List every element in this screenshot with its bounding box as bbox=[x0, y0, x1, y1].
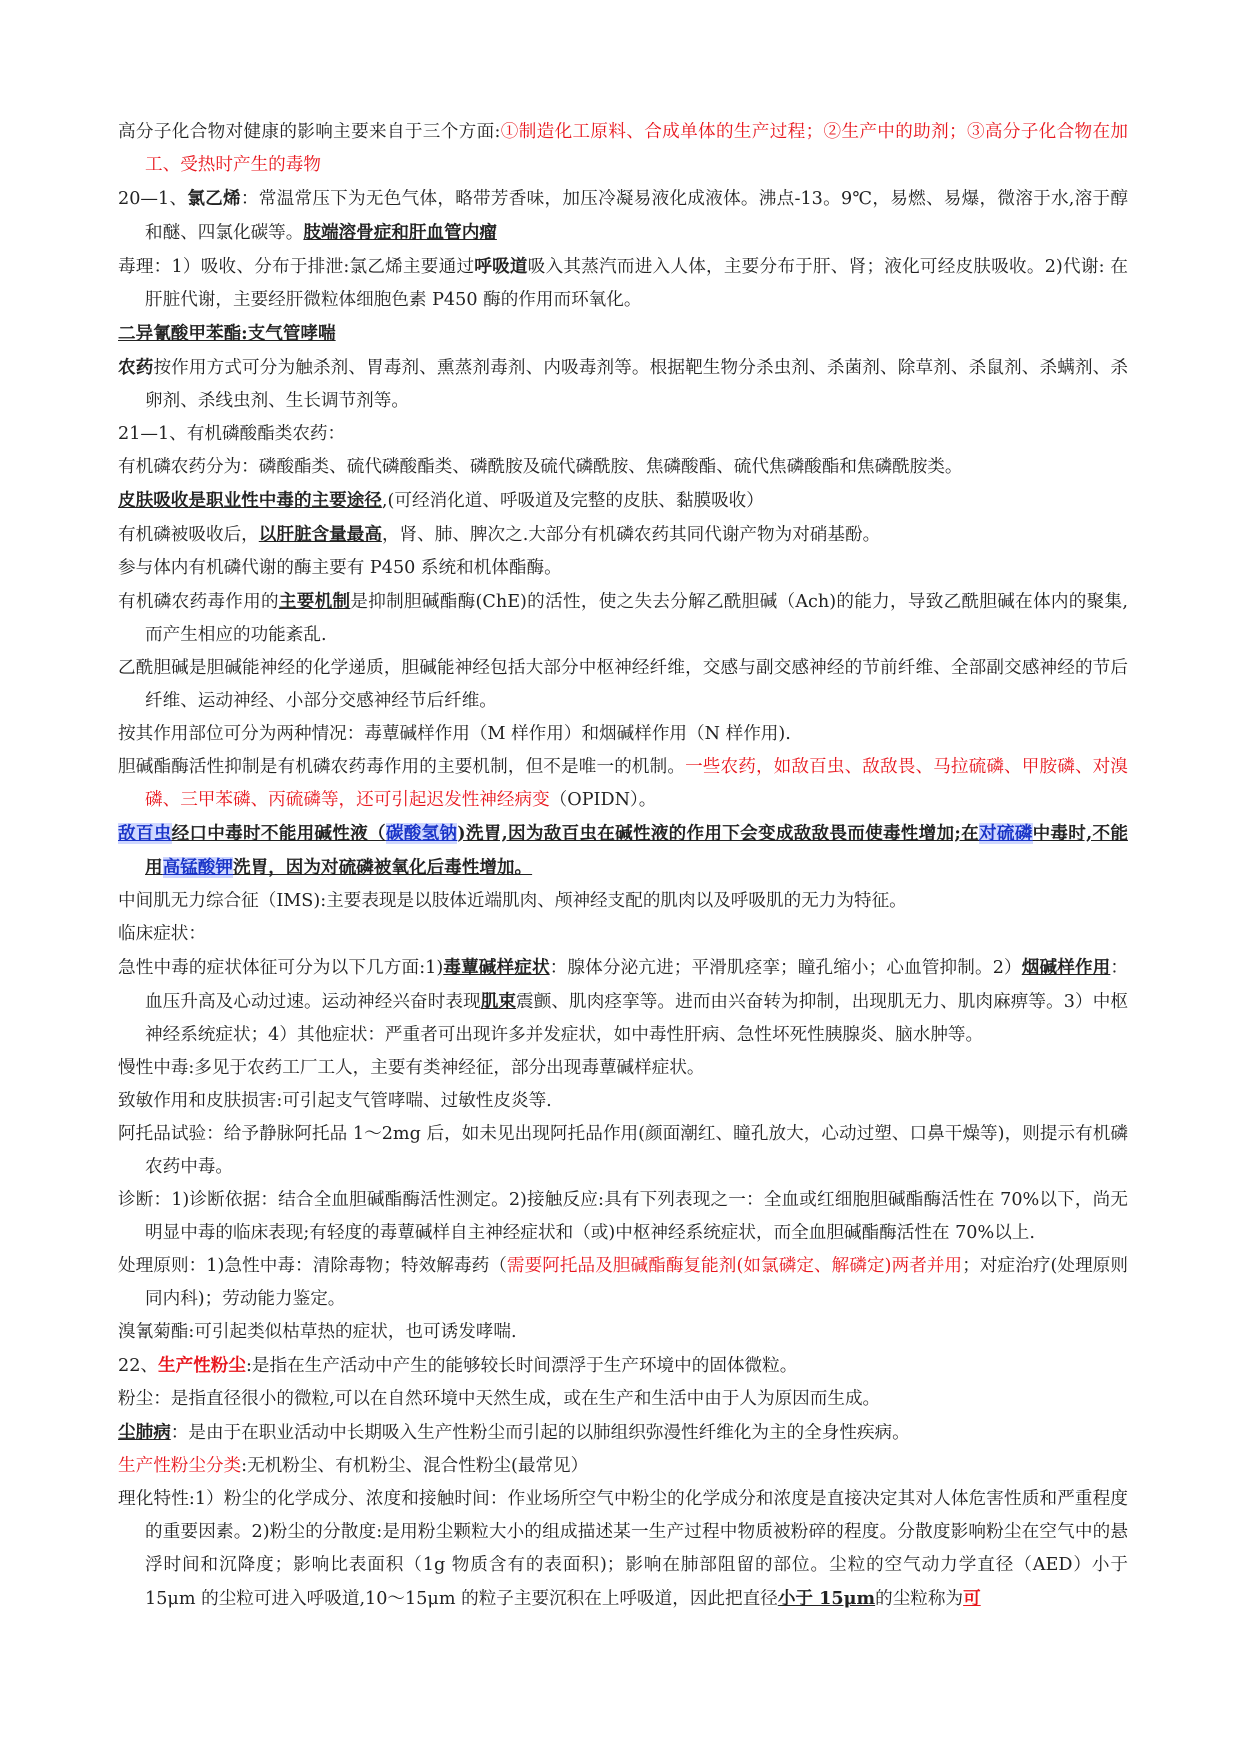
paragraph bbox=[118, 116, 1128, 182]
text-run: 阿托品试验：给予静脉阿托品 1～2mg 后，如未见出现阿托品作用(颜面潮红、瞳孔放大，心动过塑、口鼻干燥等)，则提示有机磷农药中毒。 bbox=[118, 1124, 1128, 1177]
text-run: ，肾、肺、脾次之.大部分有机磷农药其同代谢产物为对硝基酚。 bbox=[381, 525, 881, 545]
paragraph bbox=[118, 552, 1128, 585]
text-run: 经口中毒时不能用碱性液（ bbox=[171, 823, 386, 844]
text-run: ：腺体分泌亢进；平滑肌痉挛；瞳孔缩小；心血管抑制。2） bbox=[549, 958, 1022, 978]
paragraph bbox=[118, 1316, 1128, 1349]
text-run: 有机磷农药分为：磷酸酯类、硫代磷酸酯类、磷酰胺及硫代磷酰胺、焦磷酸酯、硫代焦磷酸酯和焦磷酰胺类。 bbox=[118, 457, 963, 477]
text-run: 粉尘：是指直径很小的微粒,可以在自然环境中天然生成，或在生产和生活中由于人为原因而生成。 bbox=[118, 1389, 881, 1409]
paragraph bbox=[118, 1349, 1128, 1383]
text-run: 尘肺病 bbox=[118, 1422, 171, 1443]
text-run: 烟碱样作用 bbox=[1021, 957, 1111, 978]
text-run: 一些农药，如敌百虫、敌敌畏、马拉硫磷、甲胺磷、对溴磷、三甲苯磷、丙硫磷等，还可引起迟发性神经病变 bbox=[145, 757, 1128, 810]
text-run: :无机粉尘、有机粉尘、混合性粉尘(最常见） bbox=[241, 1456, 589, 1476]
text-run: 毒理：1）吸收、分布于排泄:氯乙烯主要通过 bbox=[118, 257, 475, 277]
text-run: 慢性中毒:多见于农药工厂工人，主要有类神经征，部分出现毒蕈碱样症状。 bbox=[118, 1058, 705, 1078]
paragraph bbox=[118, 182, 1128, 250]
paragraph bbox=[118, 1450, 1128, 1483]
text-run: 肢端溶骨症和肝血管内瘤 bbox=[303, 222, 497, 243]
text-run: 按其作用部位可分为两种情况：毒蕈碱样作用（M 样作用）和烟碱样作用（N 样作用). bbox=[118, 724, 791, 744]
text-run: 碳酸氢钠 bbox=[385, 823, 458, 844]
text-run: 生产性粉尘 bbox=[157, 1355, 246, 1376]
text-run: 有机磷被吸收后， bbox=[118, 525, 259, 545]
text-run: 的尘粒称为 bbox=[875, 1589, 964, 1609]
text-run: ①制造化工原料、合成单体的生产过程；②生产中的助剂；③高分子化合物在加工、受热时产生的毒物 bbox=[145, 122, 1128, 175]
text-run: 高分子化合物对健康的影响主要来自于三个方面: bbox=[118, 122, 501, 142]
text-run: 溴氰菊酯:可引起类似枯草热的症状，也可诱发哮喘. bbox=[118, 1322, 517, 1342]
text-run: 呼吸道 bbox=[474, 256, 528, 277]
paragraph bbox=[118, 1250, 1128, 1316]
paragraph bbox=[118, 918, 1128, 951]
text-run: 以肝脏含量最高 bbox=[258, 524, 382, 545]
paragraph bbox=[118, 1184, 1128, 1250]
text-run: （OPIDN）。 bbox=[549, 790, 657, 810]
text-run: 20—1、 bbox=[118, 189, 188, 209]
paragraph bbox=[118, 484, 1128, 518]
text-run: ：是由于在职业活动中长期吸入生产性粉尘而引起的以肺组织弥漫性纤维化为主的全身性疾病。 bbox=[170, 1423, 910, 1443]
text-run: 需要阿托品及胆碱酯酶复能剂(如氯磷定、解磷定)两者并用 bbox=[506, 1256, 963, 1276]
text-run: 诊断：1)诊断依据：结合全血胆碱酯酶活性测定。2)接触反应:具有下列表现之一：全血或红细胞胆碱酯酶活性在 70%以下，尚无明显中毒的临床表现;有轻度的毒蕈碱样自主神经症状和（或)中枢神经系统症状，而全血胆碱酯酶活性在 70%以上. bbox=[118, 1190, 1128, 1243]
paragraph bbox=[118, 585, 1128, 652]
text-run: 急性中毒的症状体征可分为以下几方面:1) bbox=[118, 958, 444, 978]
text-run: 高锰酸钾 bbox=[162, 857, 233, 878]
text-run: )洗胃,因为敌百虫在碱性液的作用下会变成敌敌畏而使毒性增加;在 bbox=[457, 823, 979, 844]
paragraph bbox=[118, 1052, 1128, 1085]
text-run: 洗胃，因为对硫磷被氧化后毒性增加。 bbox=[233, 857, 533, 878]
paragraph bbox=[118, 751, 1128, 817]
text-run: 中间肌无力综合征（IMS):主要表现是以肢体近端肌肉、颅神经支配的肌肉以及呼吸肌的无力为特征。 bbox=[118, 891, 907, 911]
text-run: 致敏作用和皮肤损害:可引起支气管哮喘、过敏性皮炎等. bbox=[118, 1091, 552, 1111]
paragraph bbox=[118, 951, 1128, 1052]
text-run: 二异氰酸甲苯酯:支气管哮喘 bbox=[118, 323, 336, 344]
text-run: 理化特性:1）粉尘的化学成分、浓度和接触时间：作业场所空气中粉尘的化学成分和浓度是直接决定其对人体危害性质和严重程度的重要因素。2)粉尘的分散度:是用粉尘颗粒大小的组成描述某一生产过程中物质被粉碎的程度。分散度影响粉尘在空气中的悬浮时间和沉降度；影响比表面积（1g 物质含有的表面积)；影响在肺部阻留的部位。尘粒的空气动力学直径（AED）小于 15μm 的尘粒可进入呼吸道,10～15μm 的粒子主要沉积在上呼吸道，因此把直径 bbox=[118, 1489, 1128, 1609]
text-run: 对硫磷 bbox=[979, 823, 1033, 844]
text-run: 21—1、有机磷酸酯类农药： bbox=[118, 424, 346, 444]
text-run: 胆碱酯酶活性抑制是有机磷农药毒作用的主要机制，但不是唯一的机制。 bbox=[118, 757, 686, 777]
text-run: ：常温常压下为无色气体，略带芳香味，加压冷凝易液化成液体。沸点-13。9℃，易燃、易爆，微溶于水,溶于醇和醚、四氯化碳等。 bbox=[145, 189, 1128, 243]
text-run: 生产性粉尘分类 bbox=[118, 1456, 242, 1476]
text-run: 小于 15μm bbox=[777, 1588, 876, 1609]
paragraph bbox=[118, 317, 1128, 351]
paragraph bbox=[118, 885, 1128, 918]
text-run: 按作用方式可分为触杀剂、胃毒剂、熏蒸剂毒剂、内吸毒剂等。根据靶生物分杀虫剂、杀菌剂、除草剂、杀鼠剂、杀螨剂、杀卵剂、杀线虫剂、生长调节剂等。 bbox=[145, 358, 1128, 411]
paragraph bbox=[118, 451, 1128, 484]
text-run: ：血压升高及心动过速。运动神经兴奋时表现 bbox=[145, 958, 1128, 1012]
text-run: 可 bbox=[963, 1588, 981, 1609]
text-run: 临床症状： bbox=[118, 924, 206, 944]
text-run: 乙酰胆碱是胆碱能神经的化学递质，胆碱能神经包括大部分中枢神经纤维，交感与副交感神经的节前纤维、全部副交感神经的节后纤维、运动神经、小部分交感神经节后纤维。 bbox=[118, 658, 1128, 711]
paragraph bbox=[118, 518, 1128, 552]
paragraph bbox=[118, 1383, 1128, 1416]
text-run: ,(可经消化道、呼吸道及完整的皮肤、黏膜吸收） bbox=[381, 491, 764, 511]
text-run: 皮肤吸收是职业性中毒的主要途径 bbox=[118, 490, 382, 511]
document-page bbox=[118, 116, 1128, 1616]
text-run: 中毒时,不能用 bbox=[145, 823, 1128, 878]
paragraph bbox=[118, 1416, 1128, 1450]
text-run: 吸入其蒸汽而进入人体，主要分布于肝、肾；液化可经皮肤吸收。2)代谢: 在肝脏代谢，主要经肝微粒体细胞色素 P450 酶的作用而环氧化。 bbox=[145, 257, 1128, 310]
paragraph bbox=[118, 1118, 1128, 1184]
text-run: 肌束 bbox=[480, 991, 517, 1012]
paragraph bbox=[118, 652, 1128, 718]
paragraph bbox=[118, 1483, 1128, 1616]
paragraph bbox=[118, 250, 1128, 317]
paragraph bbox=[118, 718, 1128, 751]
text-run: 参与体内有机磷代谢的酶主要有 P450 系统和机体酯酶。 bbox=[118, 558, 562, 578]
text-run: 是抑制胆碱酯酶(ChE)的活性，使之失去分解乙酰胆碱（Ach)的能力，导致乙酰胆碱在体内的聚集,而产生相应的功能紊乱. bbox=[145, 592, 1128, 645]
text-run: 毒蕈碱样症状 bbox=[443, 957, 550, 978]
text-run: 农药 bbox=[118, 357, 154, 378]
text-run: 处理原则：1)急性中毒：清除毒物；特效解毒药（ bbox=[118, 1256, 507, 1276]
paragraph bbox=[118, 351, 1128, 418]
text-run: :是指在生产活动中产生的能够较长时间漂浮于生产环境中的固体微粒。 bbox=[245, 1356, 798, 1376]
text-run: 主要机制 bbox=[278, 591, 351, 612]
text-run: 敌百虫 bbox=[118, 823, 172, 844]
paragraph bbox=[118, 1085, 1128, 1118]
text-run: 有机磷农药毒作用的 bbox=[118, 592, 279, 612]
paragraph bbox=[118, 418, 1128, 451]
text-run: 22、 bbox=[118, 1356, 158, 1376]
text-run: 氯乙烯 bbox=[187, 188, 241, 209]
paragraph bbox=[118, 817, 1128, 885]
text-run: ；对症治疗(处理原则同内科)；劳动能力鉴定。 bbox=[145, 1256, 1128, 1309]
text-run: 震颤、肌肉痉挛等。进而由兴奋转为抑制，出现肌无力、肌肉麻痹等。3）中枢神经系统症状；4）其他症状：严重者可出现许多并发症状，如中毒性肝病、急性坏死性胰腺炎、脑水肿等。 bbox=[145, 992, 1128, 1045]
